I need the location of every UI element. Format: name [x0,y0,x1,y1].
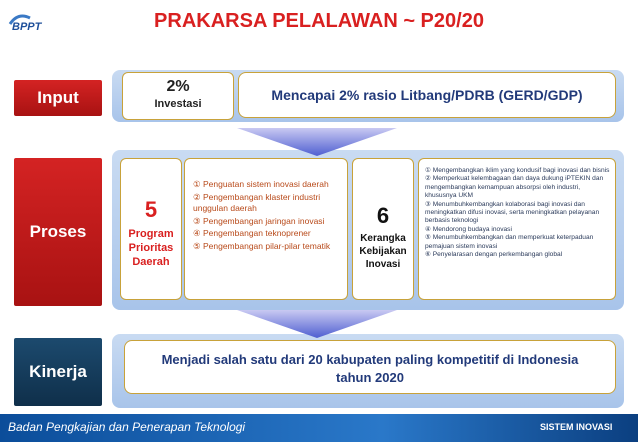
down-arrow-icon [237,310,397,338]
svg-text:BPPT: BPPT [12,21,42,33]
program-list-box [184,158,348,300]
page-title: PRAKARSA PELALAWAN ~ P20/20 [154,10,484,32]
list-item: ⑤ Menumbuhkembangkan dan memperkuat keterpaduan pemajuan sistem inovasi [425,234,594,250]
target-text: Mencapai 2% rasio Litbang/PDRB (GERD/GDP) [271,87,583,103]
list-item: ⑥ Penyelarasan dengan perkembangan global [425,251,563,259]
list-item: ④ Mendorong budaya inovasi [425,225,512,233]
program-label: Program Prioritas Daerah [128,228,174,268]
list-item: ③ Pengembangan jaringan inovasi [193,215,325,226]
footer-tagline: SISTEM INOVASI [540,422,613,432]
input-label: Input [14,80,102,116]
framework-label: Kerangka Kebijakan Inovasi [359,233,407,270]
list-item: ④ Pengembangan teknoprener [193,228,311,238]
framework-box [352,158,414,300]
down-arrow-icon [237,128,397,156]
program-box [120,158,182,300]
kinerja-label: Kinerja [14,338,102,406]
framework-count: 6 [376,203,390,228]
kinerja-text: Menjadi salah satu dari 20 kabupaten paling kompetitif di Indonesia tahun 2020 [161,352,579,385]
proses-label: Proses [14,158,102,306]
target-box [238,72,616,118]
list-item: ② Memperkuat kelembagaan dan daya dukung iPTEKIN dan mengembangkan kemampuan absorpsi oleh industri, khususnya UKM [425,175,604,200]
list-item: ② Pengembangan klaster industri unggulan daerah [193,191,321,213]
list-item: ③ Menumbuhkembangkan kolaborasi bagi inovasi dan meningkatkan difusi inovasi, serta meningkatkan pelayanan berbasis teknologi [425,200,600,225]
list-item: ① Mengembangkan iklim yang kondusif bagi inovasi dan bisnis [425,167,610,174]
investment-box [122,72,234,120]
list-item: ⑤ Pengembangan pilar-pilar tematik [193,240,331,251]
footer-institution: Badan Pengkajian dan Penerapan Teknologi [8,420,246,434]
framework-list [419,167,615,259]
program-list [185,179,347,252]
investment-percent: 2% [166,78,190,95]
list-item: ① Penguatan sistem inovasi daerah [193,179,329,189]
framework-list-box [418,158,616,300]
program-count: 5 [144,197,158,222]
kinerja-box [124,340,616,394]
investment-label: Investasi [154,98,202,110]
